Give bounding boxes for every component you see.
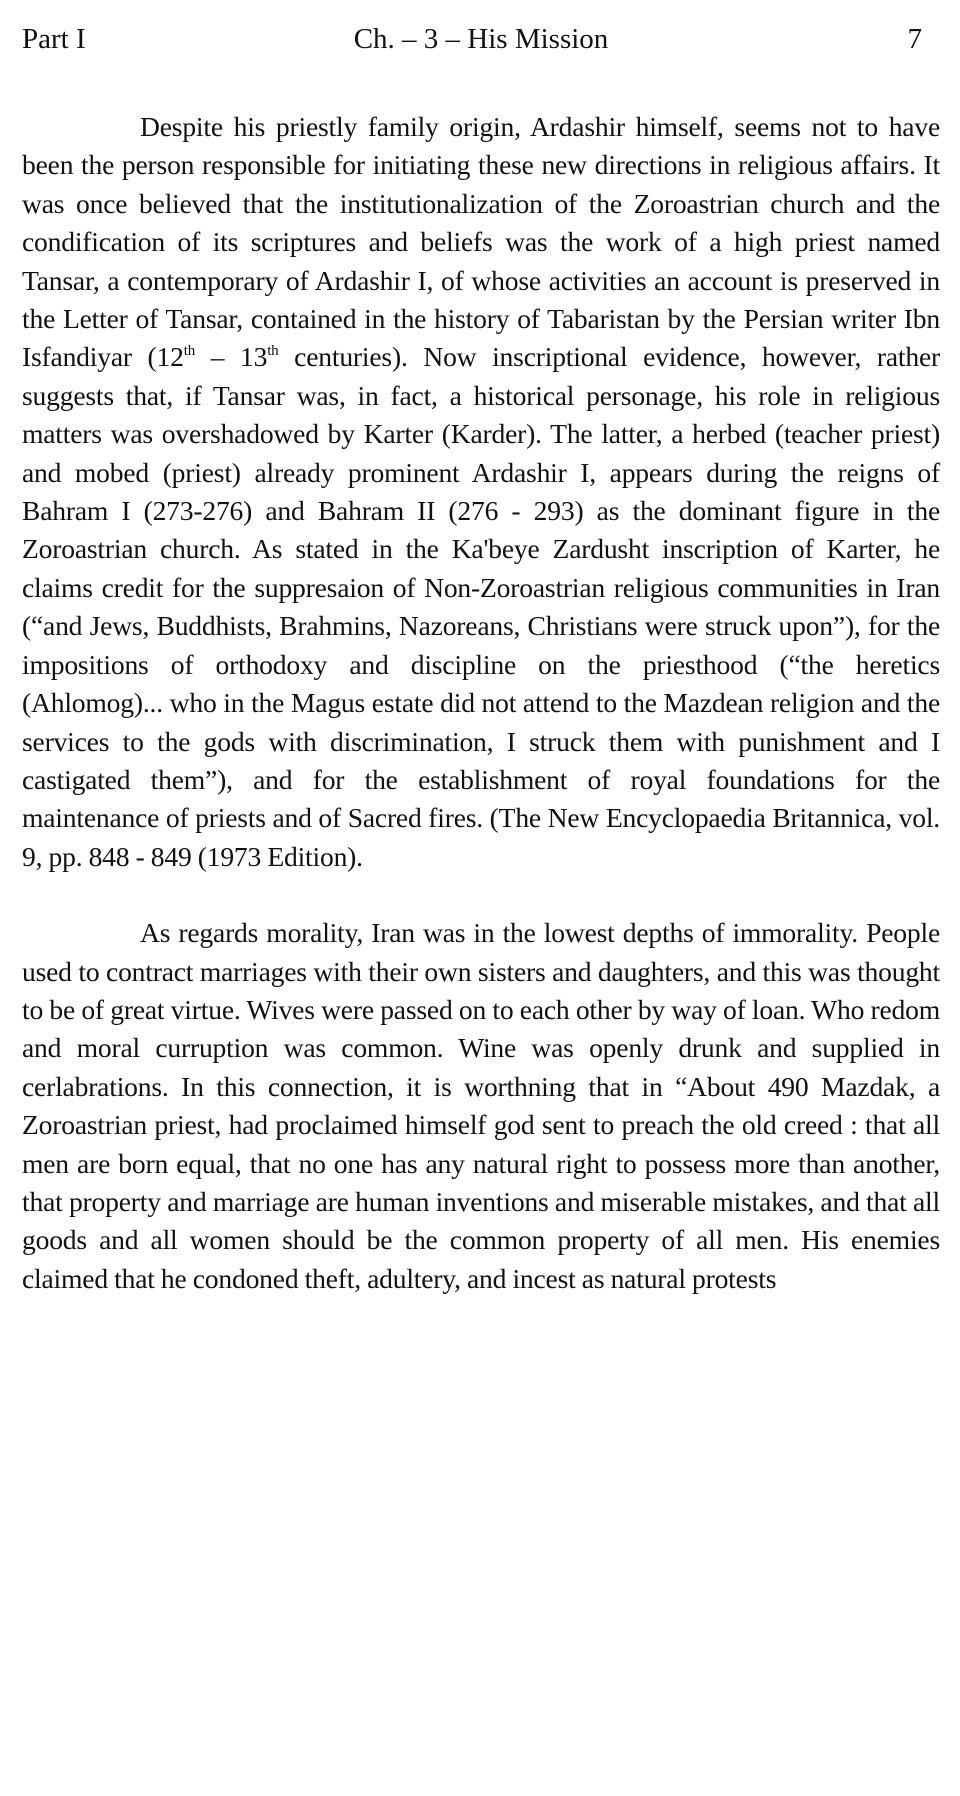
paragraph-text: – 13 bbox=[195, 341, 268, 373]
chapter-title: Ch. – 3 – His Mission bbox=[353, 23, 609, 55]
paragraph-morality bbox=[22, 914, 940, 1298]
paragraph-text: centuries). Now inscriptional evidence, however, rather suggests that, if Tansar was, in fact, a historical personage, his role in religious matters was overshadowed by Karter (Karder). The latter, a herbed (teacher priest) and mobed (priest) already prominent Ardashir I, appears during the reigns of Bahram I (273-276) and Bahram II (276 - 293) as the dominant figure in the Zoroastrian church. As stated in the Ka'beye Zardusht inscription of Karter, he claims credit for the suppresaion of Non-Zoroastrian religious communities in Iran (“and Jews, Buddhists, Brahmins, Nazoreans, Christians were struck upon”), for the impositions of orthodoxy and discipline on the priesthood (“the heretics (Ahlomog)... who in the Magus estate did not attend to the Mazdean religion and the services to the gods with discrimination, I struck them with punishment and I castigated them”), and for the establishment of royal foundations for the maintenance of priests and of Sacred fires. (The New Encyclopaedia Britannica, vol. 9, pp. 848 - 849 (1973 Edition). bbox=[22, 341, 940, 872]
paragraph-zoroastrian-church bbox=[22, 108, 940, 876]
page-number: 7 bbox=[907, 23, 922, 55]
running-header bbox=[22, 18, 940, 60]
book-page bbox=[22, 18, 940, 1298]
ordinal-superscript: th bbox=[183, 343, 196, 360]
paragraph-text: Despite his priestly family origin, Ardashir himself, seems not to have been the person responsible for initiating these new directions in religious affairs. It was once believed that the institutionalization of the Zoroastrian church and the condification of its scriptures and beliefs was the work of a high priest named Tansar, a contemporary of Ardashir I, of whose activities an account is preserved in the Letter of Tansar, contained in the history of Tabaristan by the Persian writer Ibn Isfandiyar (12 bbox=[22, 111, 940, 373]
body-text bbox=[22, 108, 940, 1298]
paragraph-text: As regards morality, Iran was in the lowest depths of immorality. People used to contract marriages with their own sisters and daughters, and this was thought to be of great virtue. Wives were passed on to each other by way of loan. Who redom and moral curruption was common. Wine was openly drunk and supplied in cerlabrations. In this connection, it is worthning that in “About 490 Mazdak, a Zoroastrian priest, had proclaimed himself god sent to preach the old creed : that all men are born equal, that no one has any natural right to possess more than another, that property and marriage are human inventions and miserable mistakes, and that all goods and all women should be the common property of all men. His enemies claimed that he condoned theft, adultery, and incest as natural protests bbox=[22, 917, 940, 1294]
ordinal-superscript: th bbox=[267, 343, 279, 360]
part-label: Part I bbox=[22, 23, 86, 55]
